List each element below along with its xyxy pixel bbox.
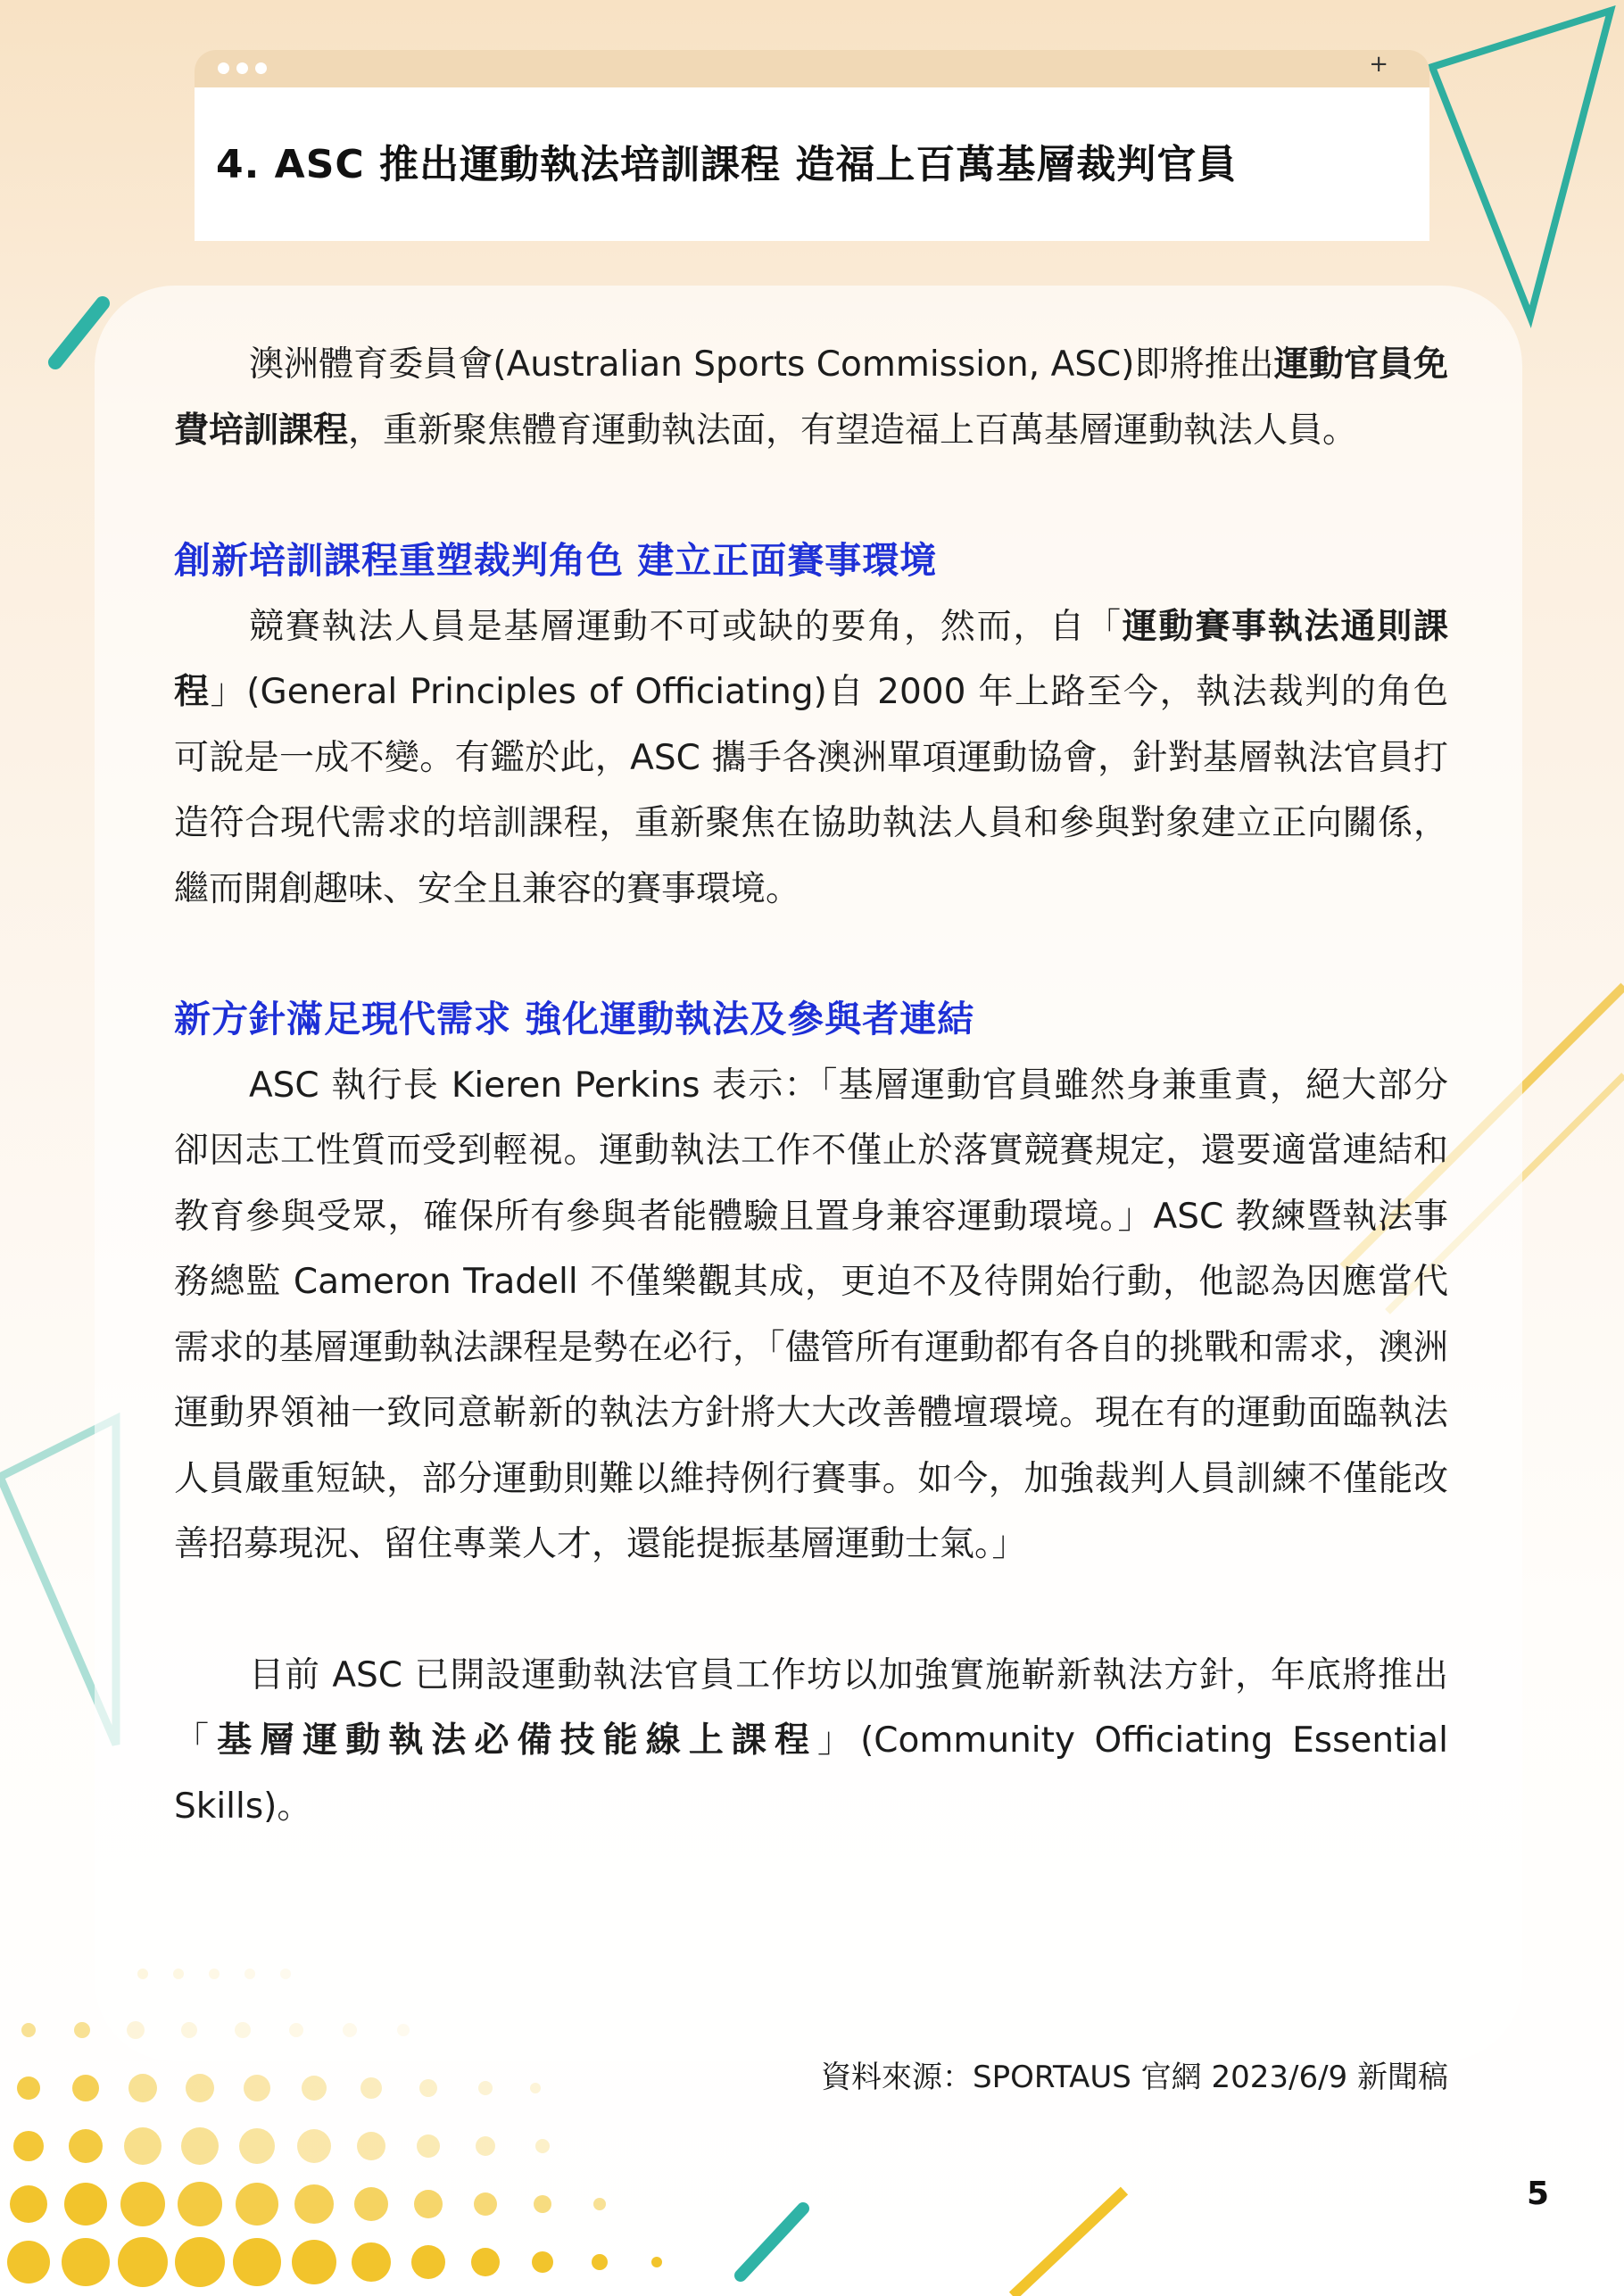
section1-heading: 創新培訓課程重塑裁判角色 建立正面賽事環境 (174, 539, 938, 582)
intro-bold-1: 運動官員免費培訓課程 (174, 344, 1448, 451)
source-citation: 資料來源：SPORTAUS 官網 2023/6/9 新聞稿 (821, 2060, 1448, 2095)
closing-paragraph (174, 1643, 1448, 1840)
closing-text-2: 」(Community Officiating Essential Skills)。 (174, 1720, 1448, 1827)
article-body (174, 332, 1448, 1839)
section1-text-1: 競賽執法人員是基層運動不可或缺的要角，然而，自「 (249, 606, 1123, 647)
teal-triangle-top-right (1432, 11, 1611, 317)
section2-heading: 新方針滿足現代需求 強化運動執法及參與者連結 (174, 998, 975, 1040)
section2-paragraph: ASC 執行長 Kieren Perkins 表示：「基層運動官員雖然身兼重責，絕大部分卻因志工性質而受到輕視。運動執法工作不僅止於落實競賽規定，還要適當連結和教育參與受眾，確保所有參與者能體驗且置身兼容運動環境。」ASC 教練暨執法事務總監 Cameron Tradell 不僅樂觀其成，更迫不及待開始行動，他認為因應當代需求的基層運動執法課程是勢在必行，「儘管所有運動都有各自的挑戰和需求，澳洲運動界領袖一致同意嶄新的執法方針將大大改善體壇環境。現在有的運動面臨執法人員嚴重短缺，部分運動則難以維持例行賽事。如今，加強裁判人員訓練不僅能改善招募現況、留住專業人才，還能提振基層運動士氣。」 (174, 1065, 1448, 1564)
section1-text-2: 」(General Principles of Officiating)自 2000 年上路至今，執法裁判的角色可說是一成不變。有鑑於此，ASC 攜手各澳洲單項運動協會，針對基層執法官員打造符合現代需求的培訓課程，重新聚焦在協助執法人員和參與對象建立正向關係，繼而開創趣味、安全且兼容的賽事環境。 (174, 672, 1448, 909)
window-dots-icon (218, 62, 267, 74)
closing-text-1: 目前 ASC 已開設運動執法官員工作坊以加強實施嶄新執法方針，年底將推出「 (174, 1654, 1448, 1761)
intro-text-2: ，重新聚焦體育運動執法面，有望造福上百萬基層運動執法人員。 (348, 410, 1358, 451)
section1-bold-1: 運動賽事執法通則課程 (174, 606, 1448, 712)
section1-paragraph (174, 594, 1448, 923)
yellow-line-bottom (1013, 2191, 1124, 2296)
intro-text-1: 澳洲體育委員會(Australian Sports Commission, ASC)即將推出 (249, 344, 1274, 385)
teal-dash-bottom (741, 2209, 803, 2275)
plus-icon: + (1369, 51, 1388, 78)
intro-paragraph (174, 332, 1448, 463)
page-number: 5 (1526, 2176, 1549, 2212)
closing-bold-1: 基層運動執法必備技能線上課程 (217, 1720, 818, 1761)
page-title: 4. ASC 推出運動執法培訓課程 造福上百萬基層裁判官員 (216, 142, 1238, 187)
title-window-bar (195, 50, 1429, 87)
title-box (195, 87, 1429, 241)
